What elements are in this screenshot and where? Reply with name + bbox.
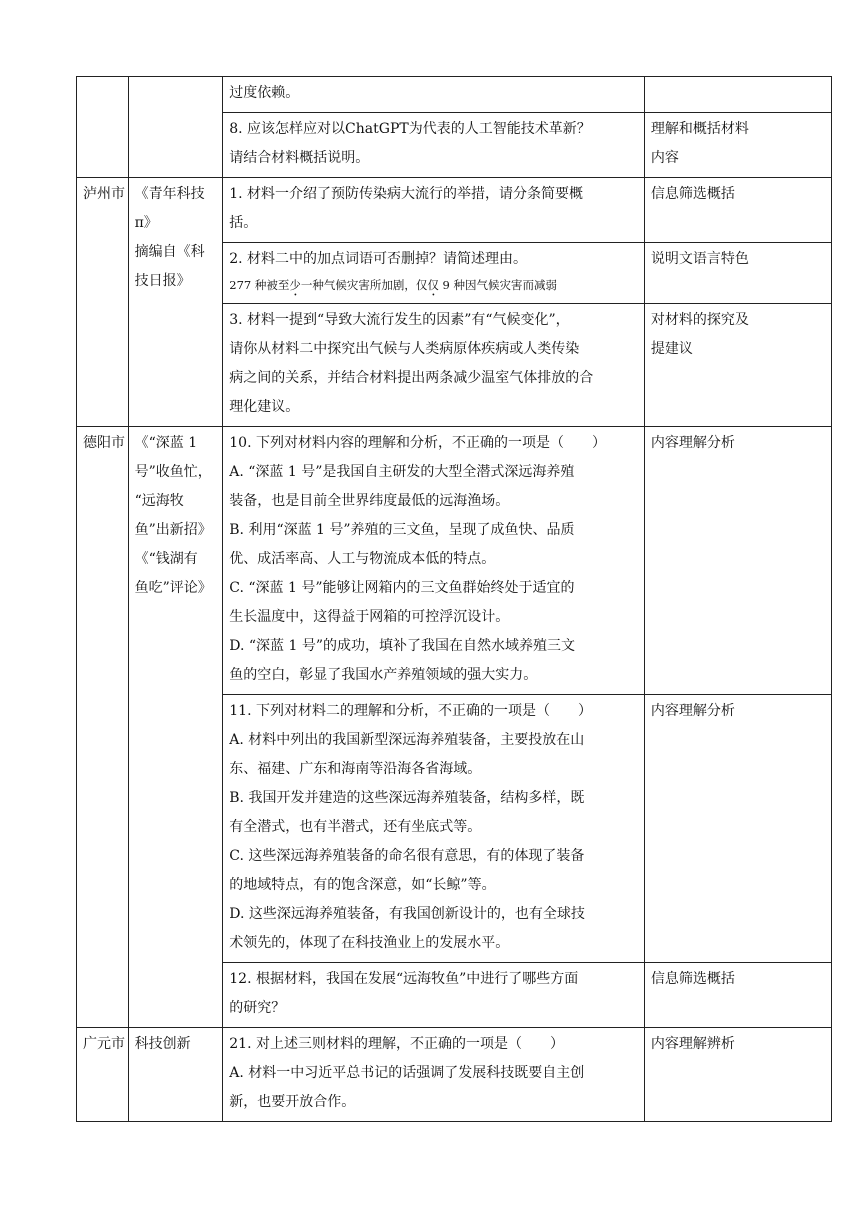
city-name: 广元市 <box>83 1036 125 1052</box>
city-cell <box>77 178 129 427</box>
skill-cell <box>644 178 831 243</box>
source-line: 《“钱湖有 <box>134 551 198 567</box>
option-line: 的地域特点，有的饱含深意，如“长鲸”等。 <box>229 877 496 893</box>
option-line: D. 这些深远海养殖装备，有我国创新设计的，也有全球技 <box>229 906 585 922</box>
question-line: 病之间的关系，并结合材料提出两条减少温室气体排放的合 <box>229 370 594 386</box>
question-cell <box>223 304 645 427</box>
city-cell <box>77 1028 129 1122</box>
source-line: 鱼吃”评论》 <box>134 580 212 596</box>
skill-line: 内容理解分析 <box>650 435 735 451</box>
option-line: B. 利用“深蓝 1 号”养殖的三文鱼，呈现了成鱼快、品质 <box>229 522 575 538</box>
skill-line: 内容理解分析 <box>650 703 735 719</box>
table-row <box>77 178 832 243</box>
source-cell <box>128 178 223 427</box>
option-line: A. “深蓝 1 号”是我国自主研发的大型全潜式深远海养殖 <box>229 464 575 480</box>
question-line: 过度依赖。 <box>229 85 300 101</box>
question-line: 2. 材料二中的加点词语可否删掉？请简述理由。 <box>229 251 528 267</box>
question-line: 理化建议。 <box>229 399 300 415</box>
skill-line: 说明文语言特色 <box>650 251 749 267</box>
source-line: 《青年科技 <box>134 186 205 202</box>
question-line: 21. 对上述三则材料的理解，不正确的一项是（ ） <box>229 1036 564 1052</box>
question-line: 10. 下列对材料内容的理解和分析，不正确的一项是（ ） <box>229 435 606 451</box>
source-line: 技日报》 <box>134 273 191 289</box>
skill-line: 内容 <box>650 150 679 166</box>
question-cell <box>223 1028 645 1122</box>
source-cell <box>128 427 223 1028</box>
source-cell <box>128 1028 223 1122</box>
source-line: π》 <box>134 215 158 231</box>
option-line: C. 这些深远海养殖装备的命名很有意思，有的体现了装备 <box>229 848 585 864</box>
question-line: 的研究？ <box>229 1000 286 1016</box>
question-line: 11. 下列对材料二的理解和分析，不正确的一项是（ ） <box>229 703 592 719</box>
source-line: 鱼”出新招》 <box>134 522 212 538</box>
option-line: A. 材料一中习近平总书记的话强调了发展科技既要自主创 <box>229 1065 585 1081</box>
question-cell <box>223 243 645 304</box>
excerpt-text: 277 种被至 <box>229 278 290 292</box>
excerpt-line <box>229 274 638 299</box>
option-line: 生长温度中，这得益于网箱的可控浮沉设计。 <box>229 609 510 625</box>
city-name: 泸州市 <box>83 186 125 202</box>
option-line: 东、福建、广东和海南等沿海各省海域。 <box>229 761 482 777</box>
option-line: 术领先的，体现了在科技渔业上的发展水平。 <box>229 935 510 951</box>
source-cell <box>128 77 223 178</box>
skill-cell <box>644 243 831 304</box>
table-row <box>77 77 832 113</box>
city-name: 德阳市 <box>83 435 125 451</box>
question-line: 12. 根据材料，我国在发展“远海牧鱼”中进行了哪些方面 <box>229 971 579 987</box>
question-cell <box>223 427 645 695</box>
exam-analysis-table <box>76 76 832 1122</box>
question-line: 请结合材料概括说明。 <box>229 150 370 166</box>
skill-cell <box>644 427 831 695</box>
excerpt-text: 9 种因气候灾害而减弱 <box>438 278 557 292</box>
skill-cell <box>644 963 831 1028</box>
option-line: B. 我国开发并建造的这些深远海养殖装备，结构多样，既 <box>229 790 585 806</box>
dotted-word: 少 <box>289 278 301 292</box>
source-line: 号”收鱼忙， <box>134 464 212 480</box>
question-line: 括。 <box>229 215 258 231</box>
option-line: C. “深蓝 1 号”能够让网箱内的三文鱼群始终处于适宜的 <box>229 580 575 596</box>
question-cell <box>223 77 645 113</box>
option-line: A. 材料中列出的我国新型深远海养殖装备，主要投放在山 <box>229 732 585 748</box>
dotted-word: 仅 <box>427 278 439 292</box>
skill-line: 内容理解辨析 <box>650 1036 735 1052</box>
skill-cell <box>644 695 831 963</box>
question-line: 请你从材料二中探究出气候与人类病原体疾病或人类传染 <box>229 341 580 357</box>
source-line: “远海牧 <box>134 493 184 509</box>
source-line: 科技创新 <box>134 1036 191 1052</box>
question-line: 3. 材料一提到“导致大流行发生的因素”有“气候变化”， <box>229 312 570 328</box>
table-row <box>77 427 832 695</box>
question-cell <box>223 178 645 243</box>
table-row <box>77 1028 832 1122</box>
option-line: 有全潜式，也有半潜式，还有坐底式等。 <box>229 819 482 835</box>
question-cell <box>223 695 645 963</box>
excerpt-text: 一种气候灾害所加剧，仅 <box>300 278 428 292</box>
skill-line: 信息筛选概括 <box>650 971 735 987</box>
question-cell <box>223 963 645 1028</box>
option-line: D. “深蓝 1 号”的成功，填补了我国在自然水域养殖三文 <box>229 638 575 654</box>
skill-line: 对材料的探究及 <box>650 312 749 328</box>
option-line: 鱼的空白，彰显了我国水产养殖领域的强大实力。 <box>229 667 538 683</box>
city-cell <box>77 427 129 1028</box>
skill-line: 提建议 <box>650 341 693 357</box>
skill-cell <box>644 77 831 113</box>
skill-cell <box>644 1028 831 1122</box>
option-line: 优、成活率高、人工与物流成本低的特点。 <box>229 551 496 567</box>
skill-cell <box>644 113 831 178</box>
source-line: 《“深蓝 1 <box>134 435 198 451</box>
option-line: 新，也要开放合作。 <box>229 1094 356 1110</box>
city-cell <box>77 77 129 178</box>
skill-cell <box>644 304 831 427</box>
source-line: 摘编自《科 <box>134 244 205 260</box>
skill-line: 信息筛选概括 <box>650 186 735 202</box>
skill-line: 理解和概括材料 <box>650 121 749 137</box>
question-line: 8. 应该怎样应对以ChatGPT为代表的人工智能技术革新？ <box>229 121 591 137</box>
question-line: 1. 材料一介绍了预防传染病大流行的举措，请分条简要概 <box>229 186 584 202</box>
question-cell <box>223 113 645 178</box>
option-line: 装备，也是目前全世界纬度最低的远海渔场。 <box>229 493 510 509</box>
